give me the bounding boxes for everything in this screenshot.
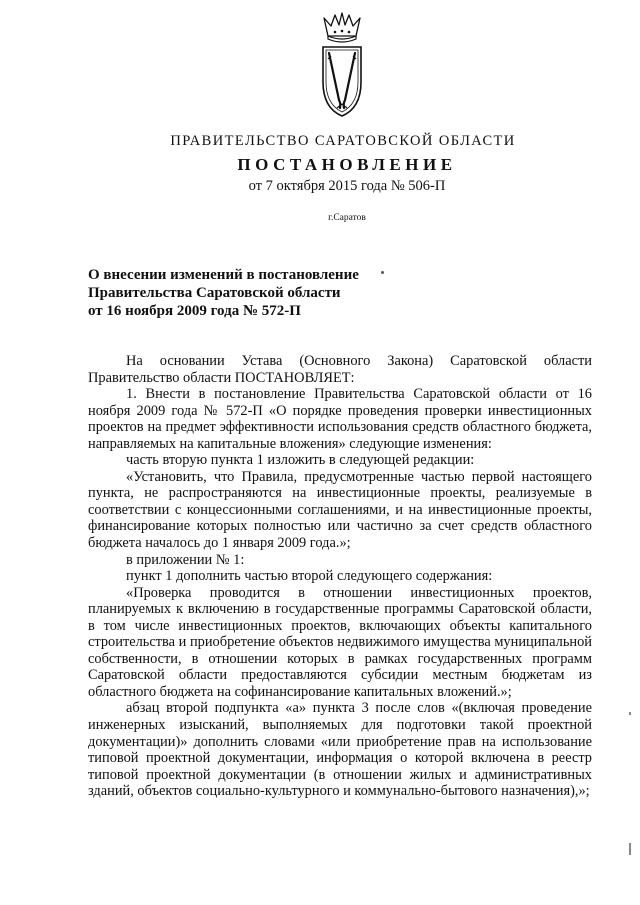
- body-paragraph: пункт 1 дополнить частью второй следующего содержания:: [126, 568, 493, 585]
- body-paragraph: «Установить, что Правила, предусмотренные частью первой настоящего пункта, не распространяются на инвестиционные проекты, реализуемые в соответствии с концессионными соглашениями, и на инвестиционные проекты, финансирование которых полностью или частично за счет средств областного бюджета началось до 1 января 2009 года.»;: [88, 468, 592, 552]
- document-body: [88, 353, 592, 800]
- document-type: ПОСТАНОВЛЕНИЕ: [237, 155, 457, 174]
- body-paragraph: На основании Устава (Основного Закона) Саратовской области Правительство области ПОСТАНОВЛЯЕТ:: [88, 353, 592, 386]
- scan-edge-mark: [629, 712, 631, 715]
- body-paragraph: «Проверка проводится в отношении инвестиционных проектов, планируемых к включению в государственные программы Саратовской области, в том числе инвестиционных проектов, включающих объекты капитального строительства и приобретение объектов недвижимого имущества муниципальной собственности, в отношении которых в рамках государственных программ Саратовской области предоставляются субсидии местным бюджетам из областного бюджета на софинансирование капитальных вложений.»;: [88, 584, 592, 700]
- body-paragraph: абзац второй подпункта «а» пункта 3 после слов «(включая проведение инженерных изысканий, выполняемых для подготовки такой проектной документации)» дополнить словами «или приобретение прав на использование типовой проектной документации, информация о которой включена в реестр типовой проектной документации (в отношении жилых и административных зданий, объектов социально-культурного и коммунально-бытового назначения),»;: [88, 700, 592, 800]
- scan-speck: [381, 271, 384, 274]
- subject-line: от 16 ноября 2009 года № 572-П: [88, 303, 301, 319]
- subject-line: Правительства Саратовской области: [88, 285, 341, 301]
- body-paragraph: в приложении № 1:: [126, 551, 245, 568]
- subject-line: О внесении изменений в постановление: [88, 267, 359, 283]
- document-city: г.Саратов: [328, 213, 366, 223]
- scan-edge-mark: [629, 843, 631, 855]
- body-paragraph: 1. Внести в постановление Правительства Саратовской области от 16 ноября 2009 года № 572-П «О порядке проведения проверки инвестиционных проектов на предмет эффективности использования средств областного бюджета, направляемых на капитальные вложения» следующие изменения:: [88, 386, 592, 452]
- document-subject: [88, 266, 359, 320]
- body-paragraph: часть вторую пункта 1 изложить в следующей редакции:: [126, 452, 475, 469]
- coat-of-arms-icon: [319, 12, 365, 120]
- authority-name: ПРАВИТЕЛЬСТВО САРАТОВСКОЙ ОБЛАСТИ: [170, 133, 516, 149]
- document-date-number: от 7 октября 2015 года № 506-П: [248, 178, 446, 194]
